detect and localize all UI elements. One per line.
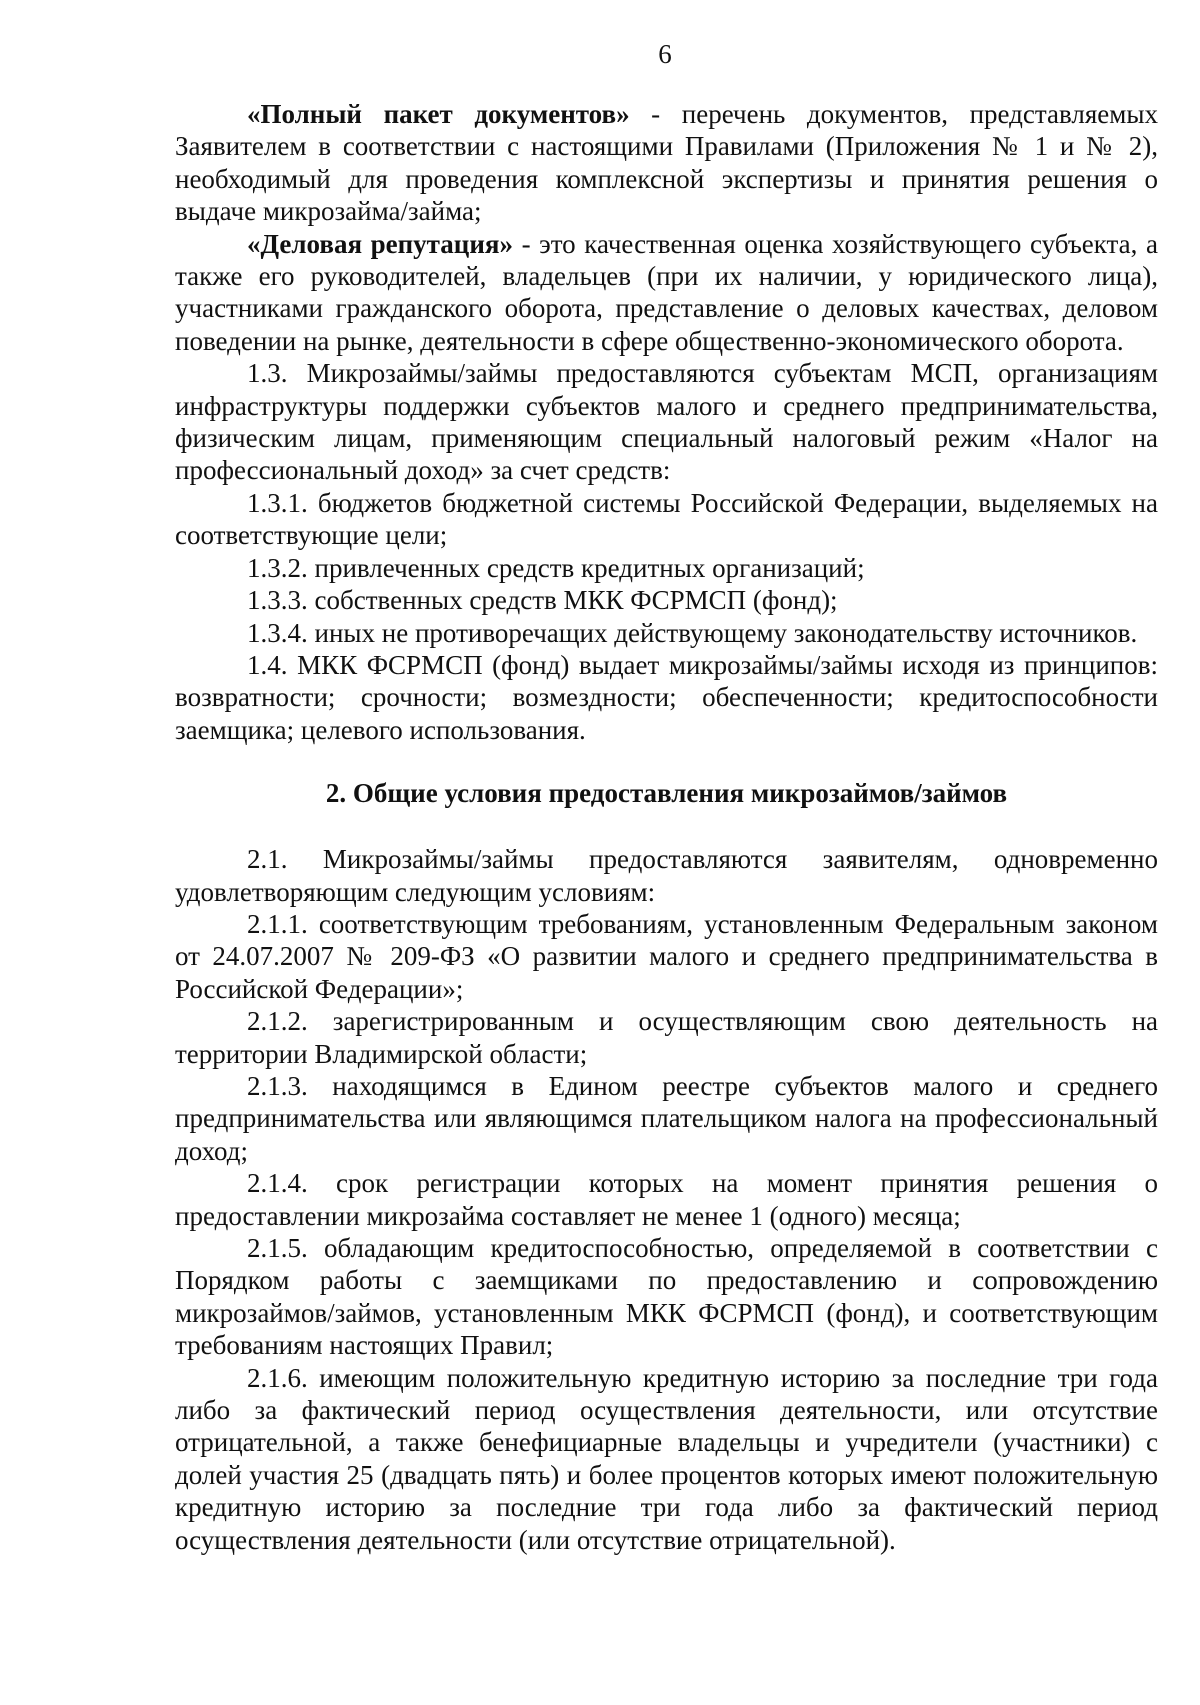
term-full-package: «Полный пакет документов» [247, 99, 630, 129]
paragraph-1-3-2: 1.3.2. привлеченных средств кредитных организаций; [247, 552, 865, 583]
term-business-reputation: «Деловая репутация» [247, 228, 513, 259]
paragraph-2-1-4: 2.1.4. срок регистрации которых на момент принятия решения о предоставлении микрозайма составляет не менее 1 (одного) месяца; [175, 1168, 1158, 1231]
paragraph-2-1-2: 2.1.2. зарегистрированным и осуществляющим свою деятельность на территории Владимирской области; [175, 1006, 1158, 1069]
paragraph-2-1: 2.1. Микрозаймы/займы предоставляются заявителям, одновременно удовлетворяющим следующим условиям: [175, 844, 1158, 907]
definition-business-reputation [175, 228, 1158, 358]
paragraph-2-1-6: 2.1.6. имеющим положительную кредитную историю за последние три года либо за фактический период осуществления деятельности, или отсутствие отрицательной, а также бенефициарные владельцы и учредители (участники) с долей участия 25 (двадцать пять) и более процентов которых имеют положительную кредитную историю за последние три года либо за фактический период осуществления деятельности (или отсутствие отрицательной). [175, 1362, 1158, 1555]
page-number: 6 [658, 39, 672, 69]
paragraph-2-1-3: 2.1.3. находящимся в Едином реестре субъектов малого и среднего предпринимательства или являющимся плательщиком налога на профессиональный доход; [175, 1070, 1158, 1166]
paragraph-2-1-5: 2.1.5. обладающим кредитоспособностью, определяемой в соответствии с Порядком работы с заемщиками по предоставлению и сопровождению микрозаймов/займов, установленным МКК ФСРМСП (фонд), и соответствующим требованиям настоящих Правил; [175, 1233, 1158, 1361]
paragraph-1-3-3: 1.3.3. собственных средств МКК ФСРМСП (фонд); [247, 585, 838, 616]
paragraph-1-3-1: 1.3.1. бюджетов бюджетной системы Российской Федерации, выделяемых на соответствующие цели; [175, 487, 1158, 551]
paragraph-2-1-1: 2.1.1. соответствующим требованиям, установленным Федеральным законом от 24.07.2007 № 209-ФЗ «О развитии малого и среднего предпринимательства в Российской Федерации»; [175, 908, 1158, 1004]
document-body [175, 98, 1158, 1556]
definition-business-reputation-text: - это качественная оценка хозяйствующего субъекта, а также его руководителей, владельцев (при их наличии, у юридического лица), участниками гражданского оборота, представление о деловых качествах, деловом поведении на рынке, деятельности в сфере общественно-экономического оборота. [175, 228, 1158, 356]
paragraph-1-4: 1.4. МКК ФСРМСП (фонд) выдает микрозаймы/займы исходя из принципов: возвратности; срочности; возмездности; обеспеченности; кредитоспособности заемщика; целевого использования. [175, 649, 1158, 745]
paragraph-1-3: 1.3. Микрозаймы/займы предоставляются субъектам МСП, организациям инфраструктуры поддержки субъектов малого и среднего предпринимательства, физическим лицам, применяющим специальный налоговый режим «Налог на профессиональный доход» за счет средств: [175, 358, 1158, 486]
paragraph-1-3-4: 1.3.4. иных не противоречащих действующему законодательству источников. [247, 617, 1138, 648]
definition-full-package-text: - перечень документов, представляемых Заявителем в соответствии с настоящими Правилами (Приложения № 1 и № 2), необходимый для проведения комплексной экспертизы и принятия решения о выдаче микрозайма/займа; [175, 99, 1159, 227]
definition-full-package [175, 98, 1158, 228]
section-heading-2: 2. Общие условия предоставления микрозаймов/займов [325, 778, 1008, 809]
